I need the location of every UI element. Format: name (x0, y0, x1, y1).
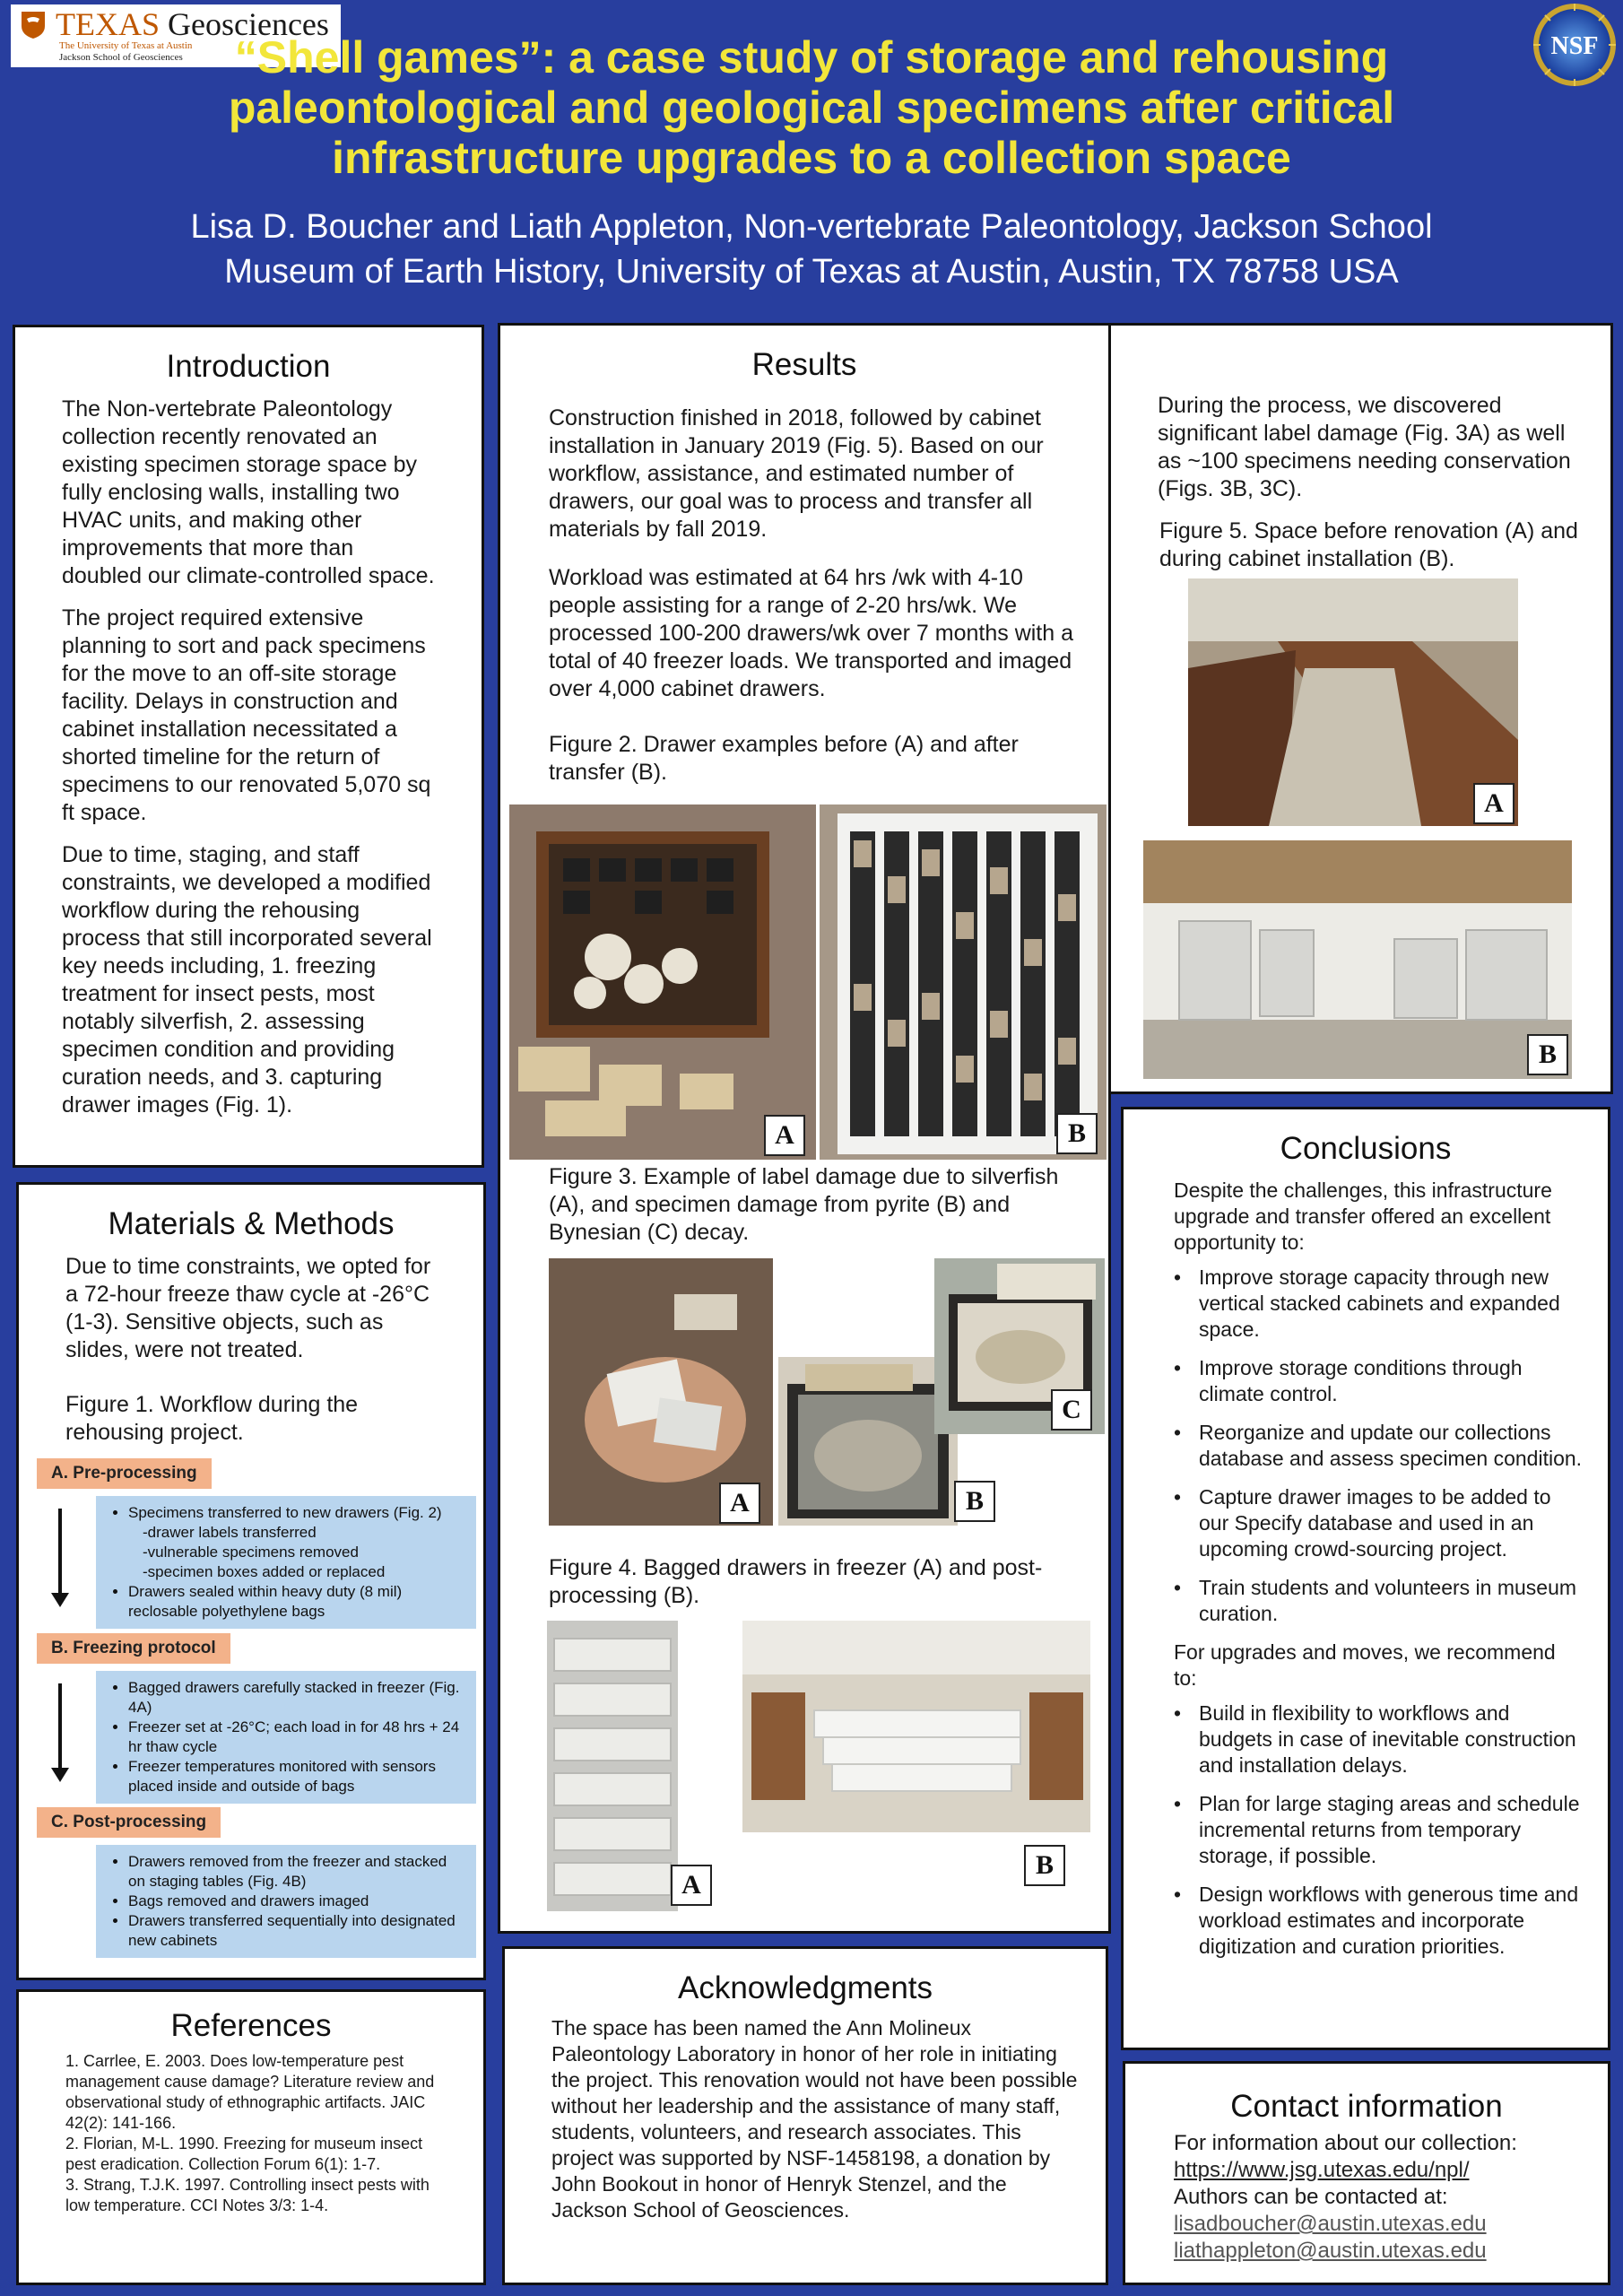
logo-brand-texas: TEXAS (56, 6, 160, 42)
nsf-logo (1532, 2, 1618, 88)
figure-1-caption: Figure 1. Workflow during the rehousing project. (65, 1392, 359, 1445)
conclusions-intro: Despite the challenges, this infrastructure upgrade and transfer offered an excellent opportunity to: (1174, 1178, 1552, 1254)
workflow-post-processing (37, 1807, 476, 1958)
figure-5b-photo (1143, 840, 1572, 1079)
workflow-a-subitem: -drawer labels transferred (143, 1524, 317, 1541)
results-right-panel (1111, 323, 1613, 1094)
references-heading: References (170, 2008, 332, 2043)
conclusion-item: • Improve storage capacity through new vertical stacked cabinets and expanded space. (1174, 1265, 1583, 1343)
conclusion-item: • Improve storage conditions through climate control. (1174, 1355, 1583, 1407)
authors-line-2: Museum of Earth History, University of Texas at Austin, Austin, TX 78758 USA (224, 253, 1399, 291)
introduction-paragraph-2: The project required extensive planning to sort and pack specimens for the move to an off-site storage facility. Delays in construction and cabinet installation necessitated a shorted timeline for the return of specimens to our renovated 5,070 sq ft space. (62, 605, 431, 825)
workflow-a-subitem: -vulnerable specimens removed (143, 1544, 359, 1561)
figure-3-caption: Figure 3. Example of label damage due to silverfish (A), and specimen damage from pyrite (B) and Bynesian (C) decay. (549, 1164, 1059, 1245)
introduction-heading: Introduction (166, 349, 331, 384)
workflow-arrow-icon (58, 1509, 62, 1595)
recommendation-item: • Design workflows with generous time and workload estimates and incorporate digitization and curation priorities. (1174, 1882, 1583, 1960)
email-link-boucher[interactable]: lisadboucher@austin.utexas.edu (1174, 2212, 1487, 2236)
workflow-box-b (96, 1671, 476, 1804)
results-paragraph-2: Workload was estimated at 64 hrs /wk with 4-10 people assisting for a range of 2-20 hrs/wk. We processed 100-200 drawers/wk over 7 months with a total of 40 freezer loads. We transported and imaged over 4,000 cabinet drawers. (549, 565, 1074, 701)
collection-url-link[interactable]: https://www.jsg.utexas.edu/npl/ (1174, 2158, 1470, 2182)
introduction-panel (13, 325, 484, 1168)
figure-5a-label: A (1473, 783, 1515, 824)
poster-title: “Shell games”: a case study of storage and rehousing paleontological and geological specimens after critical infrastructure upgrades to a collection space (228, 32, 1395, 183)
workflow-box-a (96, 1496, 476, 1629)
figure-5a-photo (1188, 578, 1518, 826)
acknowledgments-heading: Acknowledgments (677, 1970, 933, 2005)
contact-heading: Contact information (1230, 2089, 1503, 2124)
methods-heading: Materials & Methods (108, 1206, 395, 1241)
reference-item: 3. Strang, T.J.K. 1997. Controlling insect pests with low temperature. CCI Notes 3/3: 1-4. (65, 2176, 430, 2214)
workflow-c-item: • Drawers transferred sequentially into designated new cabinets (128, 1911, 465, 1951)
workflow-freezing-protocol (37, 1633, 476, 1804)
workflow-b-item: • Bagged drawers carefully stacked in freezer (Fig. 4A) (128, 1678, 465, 1718)
results-paragraph-3: During the process, we discovered significant label damage (Fig. 3A) as well as ~100 specimens needing conservation (Figs. 3B, 3C). (1158, 393, 1571, 501)
figure-3c-label: C (1051, 1389, 1092, 1431)
methods-panel (16, 1182, 486, 1980)
figure-2a-label: A (764, 1115, 805, 1156)
logo-school: Jackson School of Geosciences (59, 52, 183, 63)
workflow-a-item: • Drawers sealed within heavy duty (8 mil) reclosable polyethylene bags (128, 1582, 465, 1622)
svg-text:NSF: NSF (1550, 32, 1599, 60)
email-link-appleton[interactable]: liathappleton@austin.utexas.edu (1174, 2239, 1487, 2263)
figure-2b-photo (820, 804, 1107, 1160)
contact-line-2: Authors can be contacted at: (1174, 2185, 1448, 2209)
poster-authors (99, 204, 1524, 294)
conclusion-item: • Capture drawer images to be added to our Specify database and used in an upcoming crowd-sourcing project. (1174, 1484, 1583, 1562)
longhorn-shield-icon (20, 10, 47, 40)
workflow-b-item: • Freezer temperatures monitored with sensors placed inside and outside of bags (128, 1757, 465, 1796)
introduction-paragraph-1: The Non-vertebrate Paleontology collection recently renovated an existing specimen storage space by fully enclosing walls, installing two HVAC units, and making other improvements that more than doubled our climate-controlled space. (62, 396, 435, 588)
results-paragraph-1: Construction finished in 2018, followed by cabinet installation in January 2019 (Fig. 5). Based on our workflow, assistance, and estimated number of drawers, our goal was to process and transfer all materials by fall 2019. (549, 405, 1044, 542)
workflow-b-item: • Freezer set at -26°C; each load in for 48 hrs + 24 hr thaw cycle (128, 1718, 465, 1757)
authors-line-1: Lisa D. Boucher and Liath Appleton, Non-vertebrate Paleontology, Jackson School (190, 208, 1433, 246)
workflow-a-subitem: -specimen boxes added or replaced (143, 1563, 386, 1580)
logo-university: The University of Texas at Austin (59, 40, 193, 51)
introduction-paragraph-3: Due to time, staging, and staff constraints, we developed a modified workflow during the rehousing process that still incorporated several key needs including, 1. freezing treatment for insect pests, most notably silverfish, 2. assessing specimen condition and providing curation needs, and 3. capturing drawer images (Fig. 1). (62, 842, 432, 1118)
workflow-label-c: C. Post-processing (37, 1807, 221, 1838)
recommend-intro: For upgrades and moves, we recommend to: (1174, 1640, 1556, 1690)
figure-4b-label: B (1024, 1845, 1065, 1886)
contact-line-1: For information about our collection: (1174, 2131, 1517, 2155)
workflow-a-item: • Specimens transferred to new drawers (Fig. 2) (128, 1503, 465, 1523)
figure-5-caption: Figure 5. Space before renovation (A) and during cabinet installation (B). (1159, 518, 1578, 571)
results-heading: Results (751, 347, 857, 382)
workflow-label-b: B. Freezing protocol (37, 1633, 230, 1664)
results-panel (498, 323, 1111, 1934)
recommendation-item: • Build in flexibility to workflows and budgets in case of inevitable construction and installation delays. (1174, 1700, 1583, 1779)
logo-brand-geosciences: Geosciences (168, 6, 329, 42)
workflow-arrow-icon (58, 1683, 62, 1770)
figure-5b-label: B (1527, 1034, 1568, 1075)
figure-4-caption: Figure 4. Bagged drawers in freezer (A) and post-processing (B). (549, 1555, 1043, 1608)
reference-item: 1. Carrlee, E. 2003. Does low-temperature pest management cause damage? Literature review and observational study of ethnographic artifacts. JAIC 42(2): 141-166. (65, 2052, 435, 2132)
conclusion-item: • Train students and volunteers in museum curation. (1174, 1575, 1583, 1627)
methods-text: Due to time constraints, we opted for a 72-hour freeze thaw cycle at -26°C (1-3). Sensitive objects, such as slides, were not treated. (65, 1254, 431, 1362)
figure-2b-label: B (1056, 1113, 1098, 1154)
figure-4a-photo (547, 1621, 678, 1911)
figure-4b-photo (742, 1621, 1090, 1832)
workflow-pre-processing (37, 1458, 476, 1629)
workflow-box-c (96, 1845, 476, 1958)
conclusions-panel (1121, 1107, 1610, 2050)
figure-3b-label: B (954, 1481, 995, 1522)
reference-item: 2. Florian, M-L. 1990. Freezing for museum insect pest eradication. Collection Forum 6(1): 1-7. (65, 2135, 423, 2173)
contact-panel (1123, 2061, 1610, 2285)
figure-2-caption: Figure 2. Drawer examples before (A) and after transfer (B). (549, 732, 1019, 785)
figure-3b-photo (778, 1357, 958, 1526)
conclusions-heading: Conclusions (1280, 1131, 1452, 1166)
workflow-c-item: • Drawers removed from the freezer and stacked on staging tables (Fig. 4B) (128, 1852, 465, 1892)
recommendation-item: • Plan for large staging areas and schedule incremental returns from temporary storage, if possible. (1174, 1791, 1583, 1869)
acknowledgments-panel (502, 1946, 1108, 2285)
workflow-label-a: A. Pre-processing (37, 1458, 212, 1489)
conclusion-item: • Reorganize and update our collections database and assess specimen condition. (1174, 1420, 1583, 1472)
figure-4a-label: A (671, 1865, 712, 1906)
figure-3a-label: A (719, 1483, 760, 1524)
acknowledgments-text: The space has been named the Ann Molineux Paleontology Laboratory in honor of her role in initiating the project. This renovation would not have been possible without her leadership and the assistance of many staff, students, volunteers, and research associates. This project was supported by NSF-1458198, a donation by John Bookout in honor of Henryk Stenzel, and the Jackson School of Geosciences. (551, 2016, 1078, 2222)
workflow-c-item: • Bags removed and drawers imaged (128, 1892, 465, 1911)
figure-2a-photo (509, 804, 816, 1160)
references-panel (16, 1989, 486, 2285)
